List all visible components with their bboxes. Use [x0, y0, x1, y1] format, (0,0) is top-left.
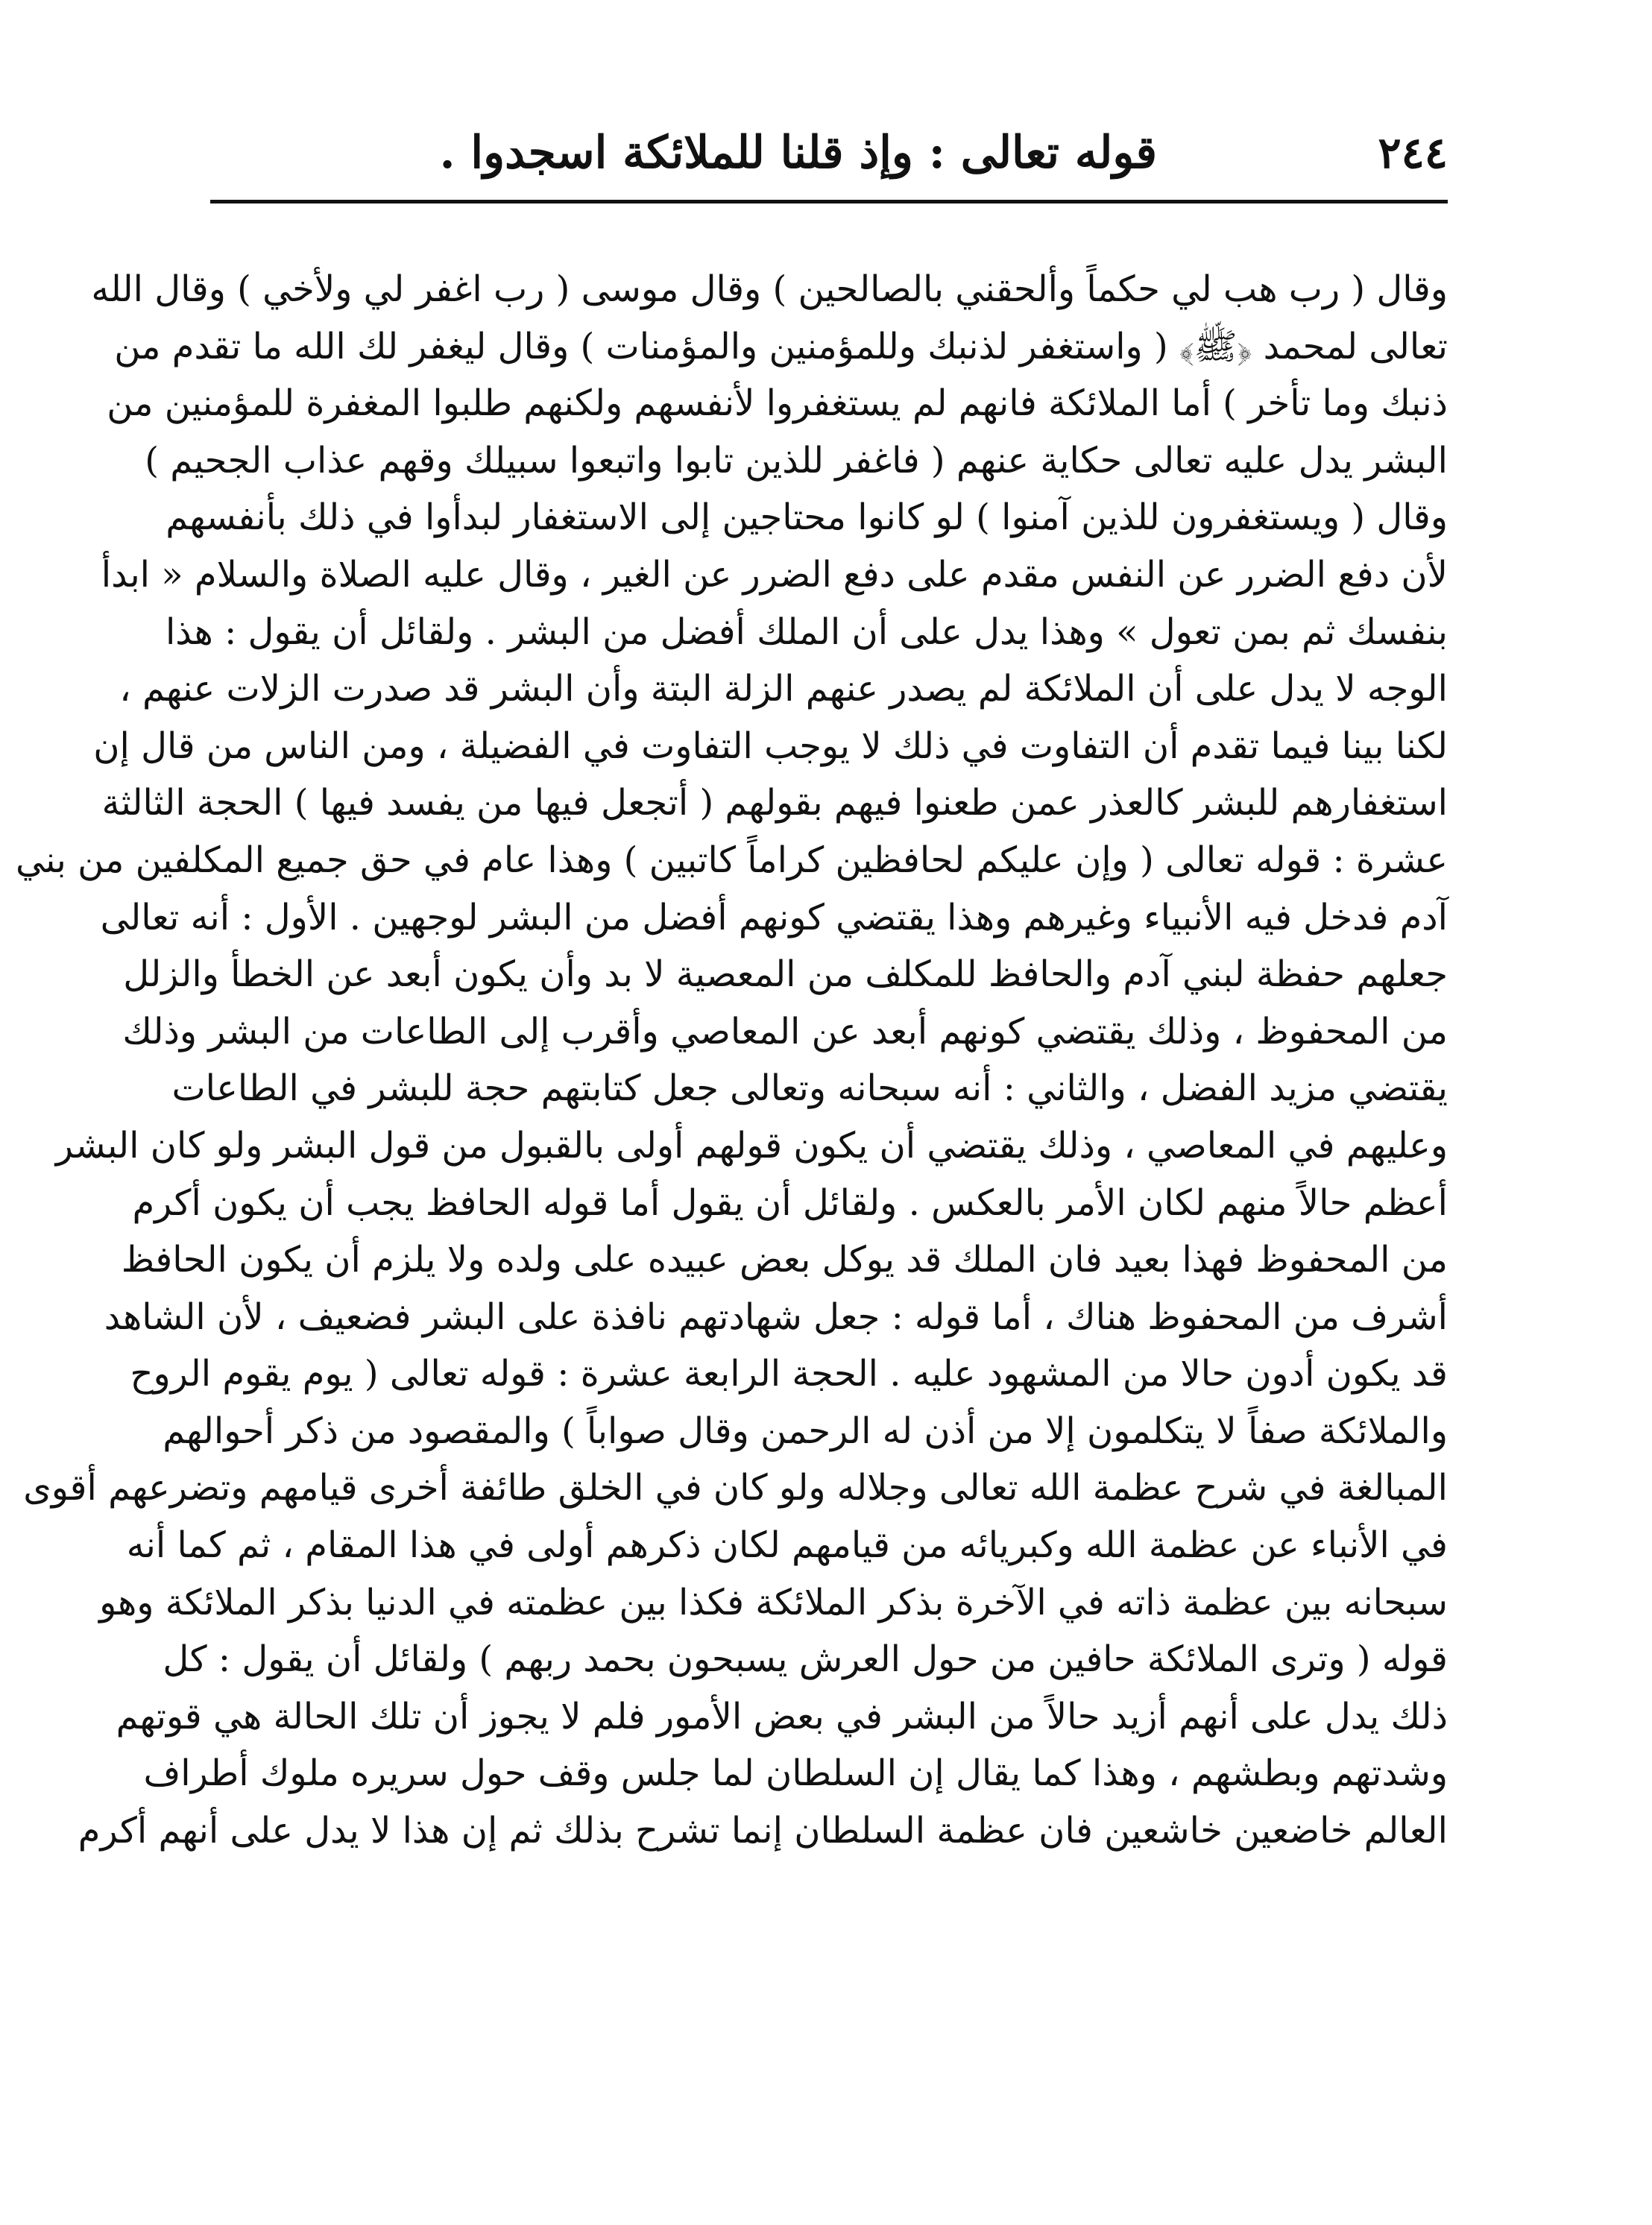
text-line: ذنبك وما تأخر ) أما الملائكة فانهم لم يستغفروا لأنفسهم ولكنهم طلبوا المغفرة للمؤمنين من	[107, 382, 1448, 425]
text-line: وعليهم في المعاصي ، وذلك يقتضي أن يكون قولهم أولى بالقبول من قول البشر ولو كان البشر	[55, 1124, 1448, 1167]
text-line: لأن دفع الضرر عن النفس مقدم على دفع الضرر عن الغير ، وقال عليه الصلاة والسلام « ابدأ	[101, 553, 1448, 596]
page-number: ٢٤٤	[1378, 127, 1448, 178]
text-line: وقال ( رب هب لي حكماً وألحقني بالصالحين ) وقال موسى ( رب اغفر لي ولأخي ) وقال الله	[91, 268, 1448, 310]
text-line: وشدتهم وبطشهم ، وهذا كما يقال إن السلطان لما جلس وقف حول سريره ملوك أطراف	[143, 1752, 1448, 1795]
text-line: والملائكة صفاً لا يتكلمون إلا من أذن له الرحمن وقال صواباً ) والمقصود من ذكر أحوالهم	[163, 1410, 1448, 1452]
text-line: البشر يدل عليه تعالى حكاية عنهم ( فاغفر للذين تابوا واتبعوا سبيلك وقهم عذاب الجحيم )	[145, 439, 1448, 482]
text-line: وقال ( ويستغفرون للذين آمنوا ) لو كانوا محتاجين إلى الاستغفار لبدأوا في ذلك بأنفسهم	[165, 496, 1448, 539]
page-header	[210, 112, 1448, 194]
text-line: تعالى لمحمد ﴿ﷺ﴾ ( واستغفر لذنبك وللمؤمنين والمؤمنات ) وقال ليغفر لك الله ما تقدم من	[114, 325, 1448, 367]
text-line: بنفسك ثم بمن تعول » وهذا يدل على أن الملك أفضل من البشر . ولقائل أن يقول : هذا	[165, 610, 1448, 653]
text-line: آدم فدخل فيه الأنبياء وغيرهم وهذا يقتضي كونهم أفضل من البشر لوجهين . الأول : أنه تعالى	[100, 896, 1448, 938]
text-line: يقتضي مزيد الفضل ، والثاني : أنه سبحانه وتعالى جعل كتابتهم حجة للبشر في الطاعات	[171, 1067, 1448, 1110]
text-line: في الأنباء عن عظمة الله وكبريائه من قيامهم لكان ذكرهم أولى في هذا المقام ، ثم كما أنه	[126, 1524, 1448, 1567]
text-line: سبحانه بين عظمة ذاته في الآخرة بذكر الملائكة فكذا بين عظمته في الدنيا بذكر الملائكة وهو	[99, 1581, 1448, 1623]
body-text	[15, 261, 1448, 1860]
text-line: ذلك يدل على أنهم أزيد حالاً من البشر في بعض الأمور فلم لا يجوز أن تلك الحالة هي قوتهم	[116, 1695, 1448, 1738]
running-title: قوله تعالى : وإذ قلنا للملائكة اسجدوا .	[439, 127, 1157, 179]
text-line: المبالغة في شرح عظمة الله تعالى وجلاله ولو كان في الخلق طائفة أخرى قيامهم وتضرعهم أقوى	[23, 1467, 1448, 1509]
text-line: جعلهم حفظة لبني آدم والحافظ للمكلف من المعصية لا بد وأن يكون أبعد عن الخطأ والزلل	[123, 953, 1448, 996]
text-line: الوجه لا يدل على أن الملائكة لم يصدر عنهم الزلة البتة وأن البشر قد صدرت الزلات عنهم ،	[119, 668, 1448, 710]
text-line: العالم خاضعين خاشعين فان عظمة السلطان إنما تشرح بذلك ثم إن هذا لا يدل على أنهم أكرم	[78, 1810, 1448, 1852]
text-line: من المحفوظ ، وذلك يقتضي كونهم أبعد عن المعاصي وأقرب إلى الطاعات من البشر وذلك	[122, 1010, 1448, 1052]
header-divider	[210, 200, 1448, 203]
text-line: عشرة : قوله تعالى ( وإن عليكم لحافظين كراماً كاتبين ) وهذا عام في حق جميع المكلفين من بني	[15, 839, 1448, 881]
text-line: استغفارهم للبشر كالعذر عمن طعنوا فيهم بقولهم ( أتجعل فيها من يفسد فيها ) الحجة الثالثة	[101, 782, 1448, 824]
text-line: قد يكون أدون حالا من المشهود عليه . الحجة الرابعة عشرة : قوله تعالى ( يوم يقوم الروح	[130, 1353, 1448, 1395]
text-line: أعظم حالاً منهم لكان الأمر بالعكس . ولقائل أن يقول أما قوله الحافظ يجب أن يكون أكرم	[132, 1181, 1448, 1224]
text-line: أشرف من المحفوظ هناك ، أما قوله : جعل شهادتهم نافذة على البشر فضعيف ، لأن الشاهد	[104, 1295, 1448, 1338]
text-line: من المحفوظ فهذا بعيد فان الملك قد يوكل بعض عبيده على ولده ولا يلزم أن يكون الحافظ	[121, 1239, 1448, 1281]
text-line: قوله ( وترى الملائكة حافين من حول العرش يسبحون بحمد ربهم ) ولقائل أن يقول : كل	[163, 1638, 1448, 1681]
text-line: لكنا بينا فيما تقدم أن التفاوت في ذلك لا يوجب التفاوت في الفضيلة ، ومن الناس من قال إن	[93, 725, 1448, 767]
